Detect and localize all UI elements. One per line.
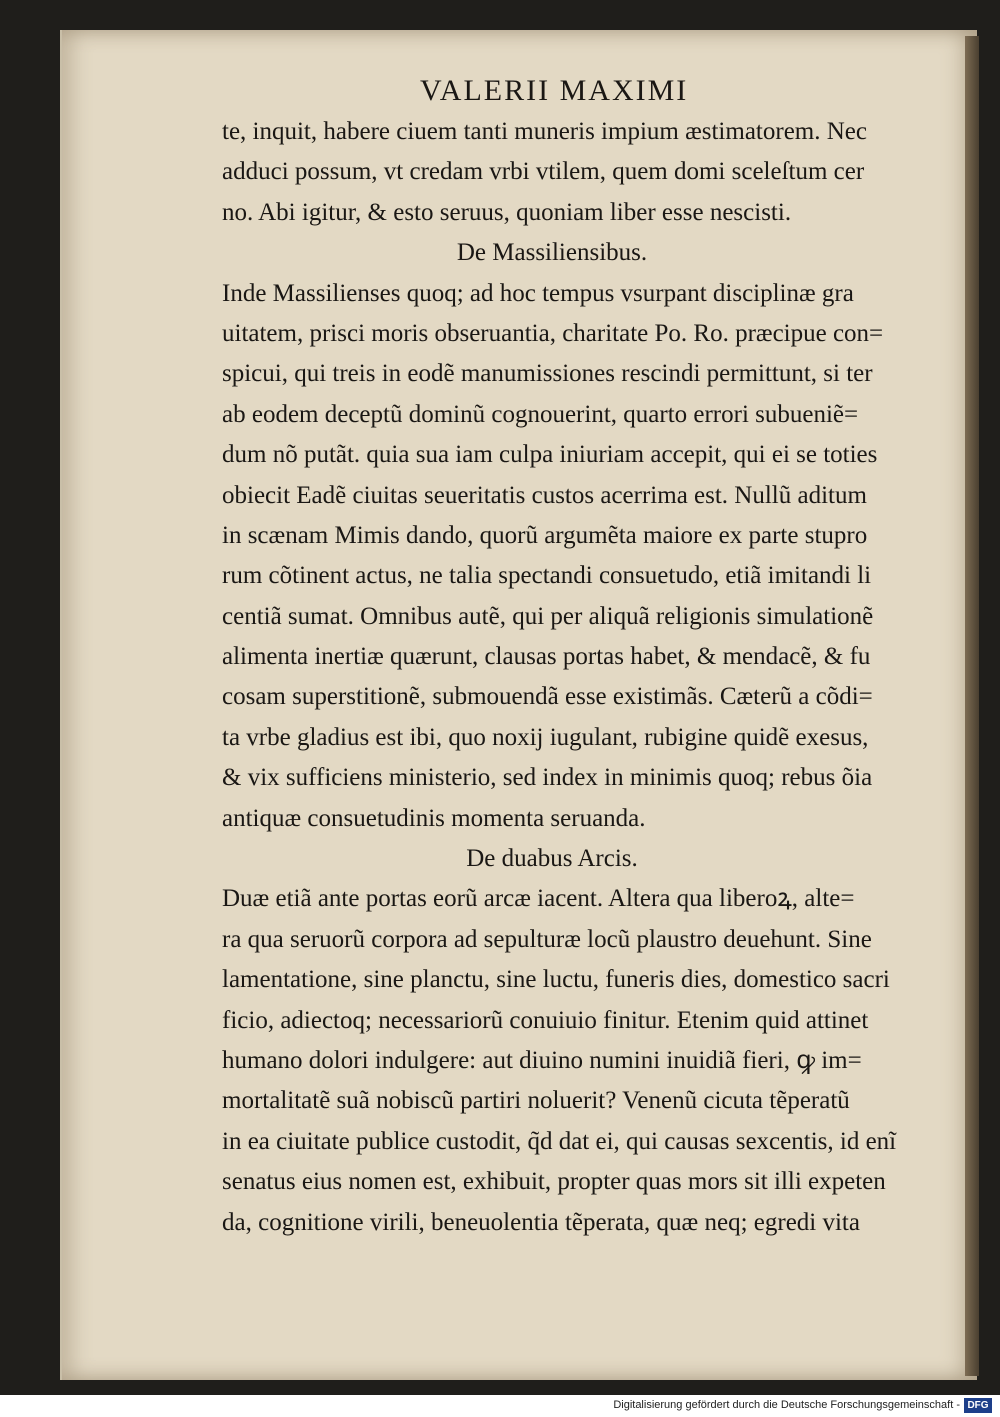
text-line: alimenta inertiæ quærunt, clausas portas habet, & mendacẽ, & fu <box>222 643 871 671</box>
body-text <box>222 112 922 1243</box>
text-line: adduci possum, vt credam vrbi vtilem, quem domi sceleſtum cer <box>222 158 865 186</box>
text-line: ficio, adiectoq; necessariorũ conuiuio finitur. Etenim quid attinet <box>222 1006 869 1034</box>
section-heading: De duabus Arcis. <box>466 845 638 873</box>
text-line: da, cognitione virili, beneuolentia tẽperata, quæ neq; egredi vita <box>222 1208 860 1236</box>
text-line: centiã sumat. Omnibus autẽ, qui per aliquã religionis simulationẽ <box>222 602 874 630</box>
text-line: & vix sufficiens ministerio, sed index in minimis quoq; rebus õia <box>222 764 873 792</box>
text-line: dum nõ putãt. quia sua iam culpa iniuriam accepit, qui ei se toties <box>222 441 878 469</box>
text-line: in ea ciuitate publice custodit, q̃d dat ei, qui causas sexcentis, id enĩ <box>222 1127 897 1155</box>
text-line: humano dolori indulgere: aut diuino numini inuidiã fieri, ꝙ im= <box>222 1046 862 1074</box>
text-line: senatus eius nomen est, exhibuit, propter quas mors sit illi expeten <box>222 1168 886 1196</box>
text-line: Inde Massilienses quoq; ad hoc tempus vsurpant disciplinæ gra <box>222 279 854 307</box>
text-line: obiecit Eadẽ ciuitas seueritatis custos acerrima est. Nullũ aditum <box>222 481 867 509</box>
text-line: mortalitatẽ suã nobiscũ partiri noluerit? Venenũ cicuta tẽperatũ <box>222 1087 850 1115</box>
text-line: ab eodem deceptũ dominũ cognouerint, quarto errori subueniẽ= <box>222 400 859 428</box>
text-line: rum cõtinent actus, ne talia spectandi consuetudo, etiã imitandi li <box>222 562 872 590</box>
text-line: antiquæ consuetudinis momenta seruanda. <box>222 804 646 832</box>
dfg-logo: DFG <box>964 1398 992 1413</box>
text-line: cosam superstitionẽ, submouendã esse existimãs. Cæterũ a cõdi= <box>222 683 873 711</box>
text-line: spicui, qui treis in eodẽ manumissiones rescindi permittunt, si ter <box>222 360 873 388</box>
funding-credit: Digitalisierung gefördert durch die Deutsche Forschungsgemeinschaft - <box>613 1399 960 1411</box>
page-edge <box>965 36 979 1376</box>
section-heading: De Massiliensibus. <box>456 239 648 267</box>
running-title: VALERII MAXIMI <box>420 74 689 107</box>
text-line: te, inquit, habere ciuem tanti muneris impium æstimatorem. Nec <box>222 118 867 145</box>
text-line: Duæ etiã ante portas eorũ arcæ iacent. Altera qua liberoꝝ, alte= <box>222 885 855 913</box>
text-line: uitatem, prisci moris obseruantia, charitate Po. Ro. præcipue con= <box>222 319 884 347</box>
text-line: no. Abi igitur, & esto seruus, quoniam liber esse nescisti. <box>222 198 792 226</box>
text-line: ta vrbe gladius est ibi, quo noxij iugulant, rubigine quidẽ exesus, <box>222 723 869 751</box>
text-line: lamentatione, sine planctu, sine luctu, funeris dies, domestico sacri <box>222 966 890 994</box>
text-line: ra qua seruorũ corpora ad sepulturæ locũ plaustro deuehunt. Sine <box>222 925 872 953</box>
text-line: in scænam Mimis dando, quorũ argumẽta maiore ex parte stupro <box>222 521 868 549</box>
